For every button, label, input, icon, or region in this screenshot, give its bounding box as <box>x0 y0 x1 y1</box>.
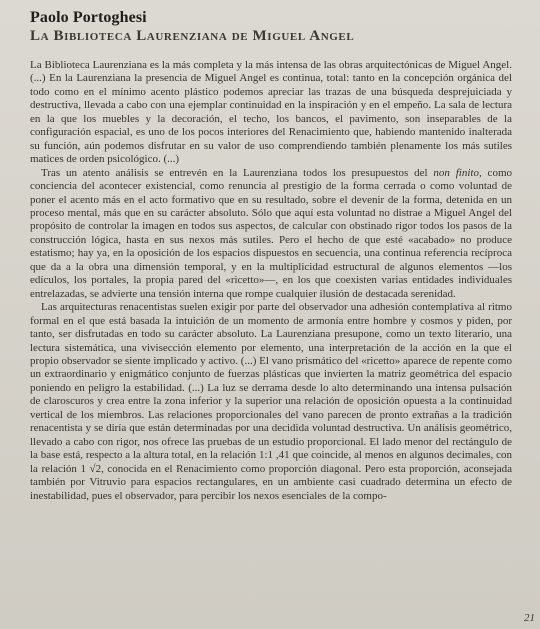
essay-title: La Biblioteca Laurenziana de Miguel Angel <box>30 28 355 44</box>
paragraph-2-text-start: Tras un atento análisis se entrevén en la Laurenziana todos los presupuestos del <box>41 166 434 179</box>
author-name: Paolo Portoghesi <box>30 9 147 26</box>
non-finito-term: non finito, <box>433 166 482 179</box>
paragraph-2 <box>30 167 512 302</box>
paragraph-3: Las arquitecturas renacentistas suelen exigir por parte del observador una adhesión contemplativa al ritmo formal en el que está basada la intuición de un momento de armonía entre hombre y cosmos y piden, por tanto, ser disfrutadas en todo su carácter absoluto. La Laurenziana presupone, como un texto literario, una lectura sistemática, una vivisección elemento por elemento, una interpretación de la acción en la que el propio observador se siente implicado y activo. (...) El vano prismático del «ricetto» aparece de repente como un extraordinario y enigmático conjunto de fuerzas plásticas que invierten la matriz geométrica del espacio poniendo en peligro la estabilidad. (...) La luz se derrama desde lo alto determinando una intensa pulsación de claroscuros y crea entre la zona inferior y la superior una relación de oposición opuesta a la continuidad vertical de los miembros. Las relaciones proporcionales del vano parecen de pronto extrañas a la tradición renacentista y se diría que están determinadas por una decidida voluntad destructiva. Un análisis geométrico, llevado a cabo con rigor, nos ofrece las pruebas de un estudio proporcional. El lado menor del rectángulo de la base está, respecto a la altura total, en la relación 1:1 ,41 que coincide, al menos en algunos decimales, con la relación 1 √2, conocida en el Renacimiento como proporción diagonal. Pero esta proporción, aconsejada también por Vitruvio para espacios rectangulares, en un ambiente casi cuadrado determina un efecto de inestabilidad, pues el observador, para percibir los nexos esenciales de la compo- <box>30 301 512 502</box>
paragraph-1: La Biblioteca Laurenziana es la más completa y la más intensa de las obras arquitectónicas de Miguel Angel. (...) En la Laurenziana la presencia de Miguel Angel es continua, total: tanto en la concepción orgánica del todo como en el mínimo acento plástico podemos apreciar las trazas de una búsqueda desprejuiciada y destructiva, llevada a cabo con una ejemplar continuidad en la inspiración y en el empeño. La sala de lectura en la que los muebles y la decoración, el techo, los bancos, el pavimento, son inseparables de la configuración espacial, es uno de los pocos interiores del Renacimiento que, habiendo mantenido inalterada su función, aún podemos disfrutar en su valor de uso comprendiendo también plenamente los más sutiles matices de orden psicológico. (...) <box>30 59 512 166</box>
paragraph-2-text-end: como conciencia del acontecer existencial, como renuncia al prestigio de la forma cerrada o como voluntad de poner el acento más en el acto formativo que en su resultado, sobre el devenir de la forma, detenida en un proceso mental, más que en su carácter absoluto. Sólo que aquí esta voluntad no distrae a Miguel Angel del propósito de controlar la imagen en todos sus aspectos, de calcular con obstinado rigor todos los pasos de la construcción lógica, hasta en sus nexos más sutiles. Pero el hecho de que esté «acabado» no produce estatismo; hay ya, en la oposición de los espacios dispuestos en secuencia, una continua referencia recíproca que da a la obra una dimensión temporal, y en la multiplicidad estructural de algunos elementos —los edículos, los portales, la propia pared del «ricetto»—, en los que coexisten varias entidades individuales entrelazadas, se advierte una tensión interna que rompe cualquier ilusión de destacada serenidad. <box>30 166 512 300</box>
essay-body <box>30 59 512 503</box>
page-number: 21 <box>524 612 535 624</box>
